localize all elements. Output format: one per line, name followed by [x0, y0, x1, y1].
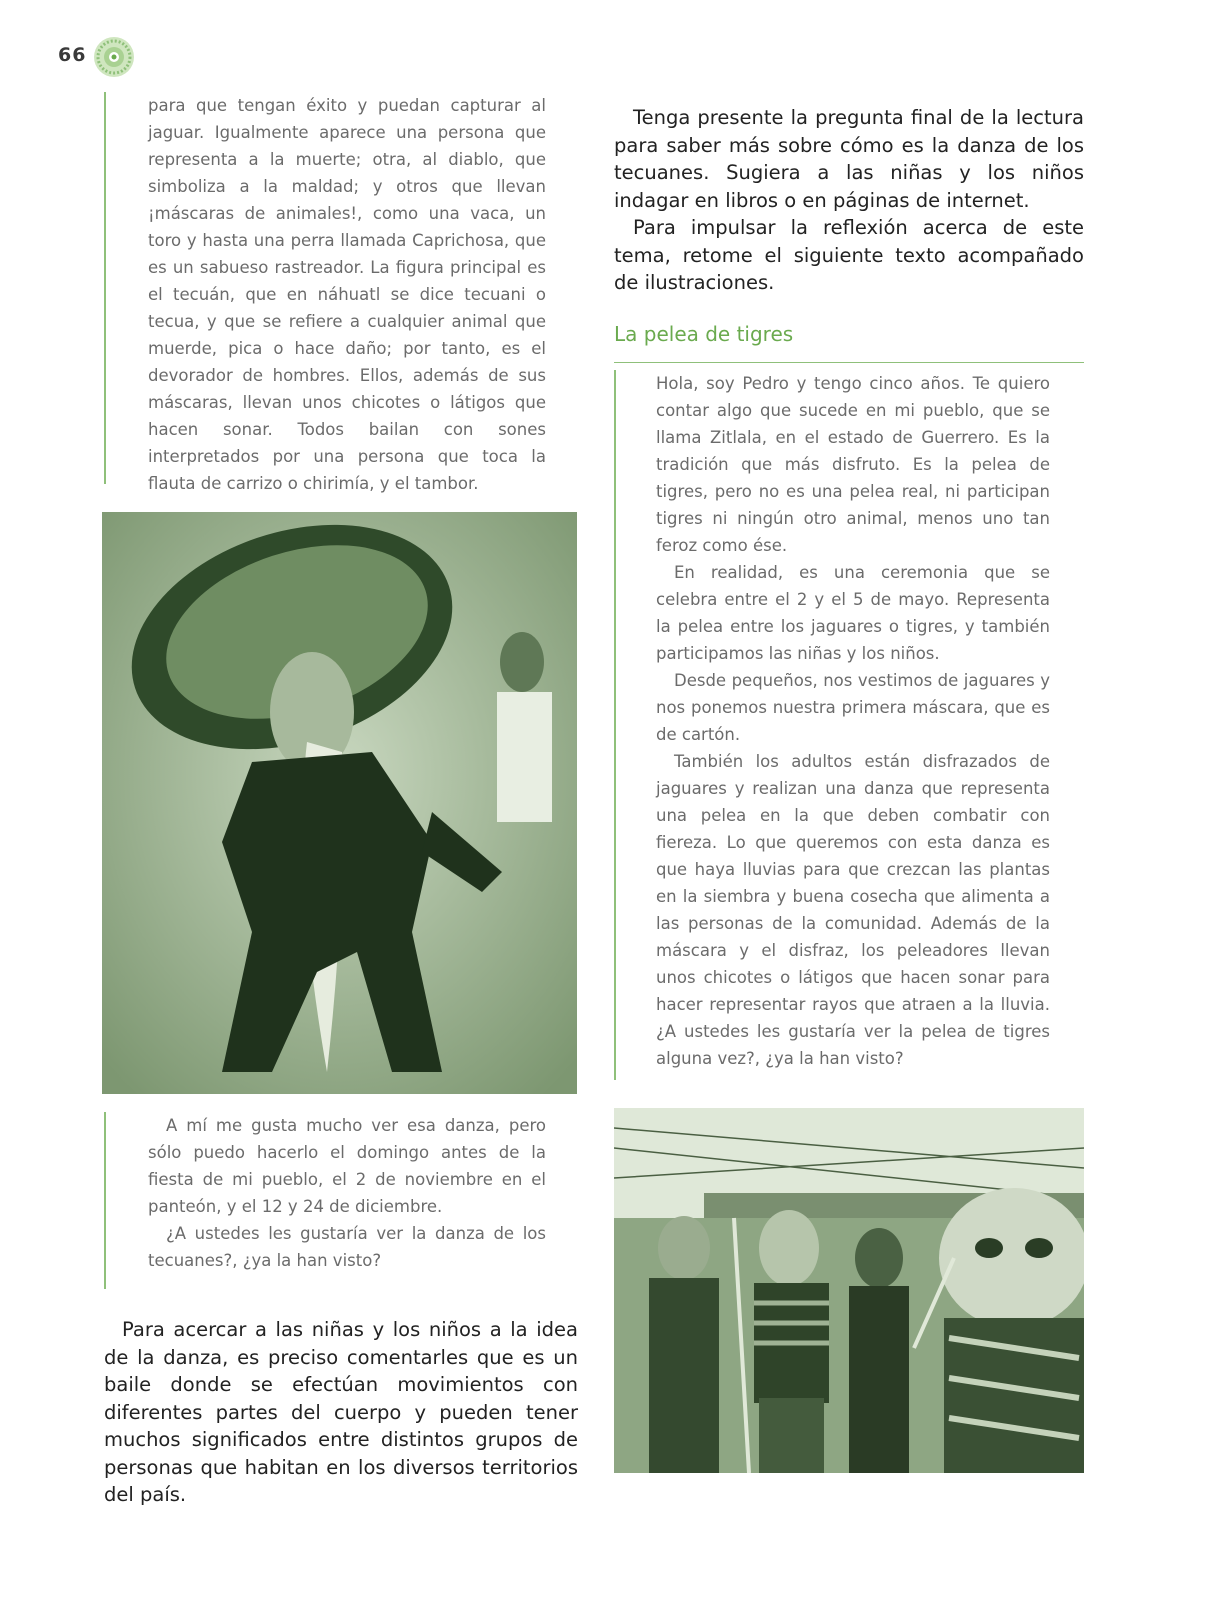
section-title: La pelea de tigres: [614, 322, 794, 346]
story-paragraph-1: Hola, soy Pedro y tengo cinco años. Te quiero contar algo que sucede en mi pueblo, que se llama Zitlala, en el estado de Guerrero. Es la tradición que más disfruto. Es la pelea de tigres, pero no es una pelea real, ni participan tigres ni ningún otro animal, menos uno tan feroz como ése.: [656, 374, 1050, 555]
closing-paragraph-block: [104, 1316, 578, 1509]
page-number: 66: [58, 44, 87, 66]
story-paragraph-4: También los adultos están disfrazados de jaguares y realizan una danza que representa una pelea en la que deben combatir con fiereza. Lo que queremos con esta danza es que haya lluvias para que crezcan las plantas en la siembra y buena cosecha que alimenta a las personas de la comunidad. Además de la máscara y el disfraz, los peleadores llevan unos chicotes o látigos que hacen sonar para hacer representar rayos que atraen a la lluvia. ¿A ustedes les gustaría ver la pelea de tigres alguna vez?, ¿ya la han visto?: [656, 752, 1050, 1068]
pelea-de-tigres-story: [614, 370, 1050, 1080]
right-intro: [614, 104, 1084, 297]
quote-bottom-paragraph: A mí me gusta mucho ver esa danza, pero sólo puedo hacerlo el domingo antes de la fiesta de mi pueblo, el 2 de noviembre en el panteón, y el 12 y 24 de diciembre.: [148, 1116, 546, 1216]
tecuan-dancer-photo: [102, 512, 577, 1094]
tecuanes-quote-top: [104, 92, 546, 493]
closing-paragraph: Para acercar a las niñas y los niños a la idea de la danza, es preciso comentarles que es un baile donde se efectúan movimientos con diferentes partes del cuerpo y pueden tener muchos significados entre distintos grupos de personas que habitan en los diversos territorios del país.: [104, 1318, 578, 1506]
quote-top-paragraph: para que tengan éxito y puedan capturar al jaguar. Igualmente aparece una persona que representa a la muerte; otra, al diablo, que simboliza a la maldad; y otros que llevan ¡máscaras de animales!, como una vaca, un toro y hasta una perra llamada Caprichosa, que es un sabueso rastreador. La figura principal es el tecuán, que en náhuatl se dice tecuani o tecua, y que se refiere a cualquier animal que muerde, pica o hace daño; por tanto, es el devorador de hombres. Ellos, además de sus máscaras, llevan unos chicotes o látigos que hacen sonar. Todos bailan con sones interpretados por una persona que toca la flauta de carrizo o chirimía, y el tambor.: [148, 96, 546, 493]
sun-emblem-icon: [93, 36, 135, 78]
story-paragraph-2: En realidad, es una ceremonia que se celebra entre el 2 y el 5 de mayo. Representa la pelea entre los jaguares o tigres, y también participamos las niñas y los niños.: [656, 563, 1050, 663]
tecuanes-quote-bottom: [104, 1112, 546, 1289]
quote-bottom-question: ¿A ustedes les gustaría ver la danza de los tecuanes?, ¿ya la han visto?: [148, 1224, 546, 1270]
story-paragraph-3: Desde pequeños, nos vestimos de jaguares y nos ponemos nuestra primera máscara, que es de cartón.: [656, 671, 1050, 744]
intro-paragraph-1: Tenga presente la pregunta final de la lectura para saber más sobre cómo es la danza de los tecuanes. Sugiera a las niñas y los niños indagar en libros o en páginas de internet.: [614, 106, 1084, 212]
intro-paragraph-2: Para impulsar la reflexión acerca de este tema, retome el siguiente texto acompañado de ilustraciones.: [614, 216, 1084, 294]
section-divider: [614, 362, 1084, 363]
tiger-dancers-photo: [614, 1108, 1084, 1473]
